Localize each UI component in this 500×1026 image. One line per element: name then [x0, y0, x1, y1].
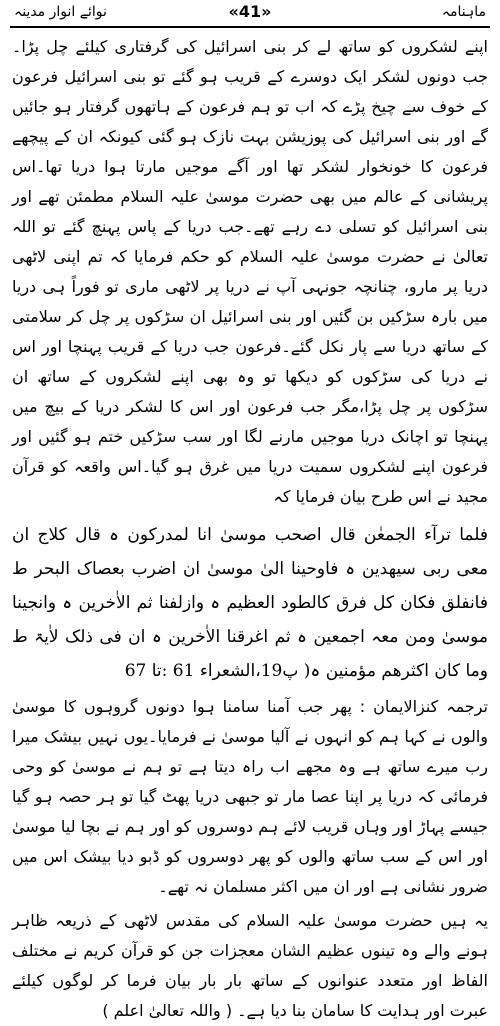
article-body: [8, 32, 492, 512]
conclusion: یہ ہیں حضرت موسیٰ علیہ السلام کی مقدس لاٹھی کے ذریعہ ظاہر ہونے والے وہ تینوں عظیم الشان معجزات جن کو قرآن کریم نے مختلف الفاظ اور متعدد عنوانوں کے ساتھ بار بار بیان فرما کر لوگوں کیلئے عبرت اور ہدایت کا سامان بنا دیا ہے۔ ( واللہ تعالیٰ اعلم ): [12, 911, 488, 1020]
page-number: «41»: [228, 2, 272, 21]
page-number-value: 41: [238, 2, 262, 21]
quran-verse: فلما ترآء الجمعٰن قال اصحب موسیٰ انا لمدرکون ہ قال کلاج ان معی ربی سیھدین ہ فاوحینا الیٰ موسیٰ ان اضرب بعصاک البحر ط فانفلق فکان کل فرق کالطود العظیم ہ وازلفنا ثم الاٰخرین ہ وانجینا موسیٰ ومن معہ اجمعین ہ ثم اغرقنا الاٰخرین ہ ان فی ذلک لاٰیۃ ط وما کان اکثرھم مؤمنین ہ( پ19،الشعراء 61 :تا 67: [12, 525, 488, 681]
magazine-title: ماہنامہ: [441, 4, 486, 20]
page-header: [10, 0, 490, 28]
magazine-name: نوائے انوار مدینہ: [14, 4, 107, 20]
translation: ترجمہ کنزالایمان : پھر جب آمنا سامنا ہوا دونوں گروہوں کا موسیٰ والوں نے کہا ہم کو انہوں نے آلیا موسیٰ نے فرمایا۔یوں نہیں بیشک میرا رب میرے ساتھ ہے وہ مجھے اب راہ دیتا ہے تو ہم نے موسیٰ کو وحی فرمائی کہ دریا پر اپنا عصا مار تو جبھی دریا پھٹ گیا تو ہر حصہ ہو گیا جیسے پہاڑ اور وہاں قریب لائے ہم دوسروں کو اور ہم نے بچا لیا موسیٰ اور اس کے سب ساتھ والوں کو پھر دوسروں کو ڈبو دیا بیشک اس میں ضرور نشانی ہے اور ان میں اکثر مسلمان نہ تھے۔: [12, 697, 488, 896]
paragraph-1: اپنے لشکروں کو ساتھ لے کر بنی اسرائیل کی گرفتاری کیلئے چل پڑا۔جب دونوں لشکر ایک دوسرے کے قریب ہو گئے تو بنی اسرائیل فرعون کے خوف سے چیخ پڑے کہ اب تو ہم فرعون کے ہاتھوں گرفتار ہو جائیں گے اور بنی اسرائیل کی پوزیشن بہت نازک ہو گئی کیونکہ ان کے پیچھے فرعون کا خونخوار لشکر تھا اور آگے موجیں مارتا ہوا دریا تھا۔اس پریشانی کے عالم میں بھی حضرت موسیٰ علیہ السلام مطمئن تھے اور بنی اسرائیل کو تسلی دے رہے تھے۔جب دریا کے پاس پہنچ گئے تو اللہ تعالیٰ نے حضرت موسیٰ علیہ السلام کو حکم فرمایا کہ تم اپنی لاٹھی دریا پر مارو، چنانچہ جونہی آپ نے دریا پر لاٹھی ماری تو فوراً ہی دریا میں بارہ سڑکیں بن گئیں اور بنی اسرائیل ان سڑکوں پر چل کر سلامتی کے ساتھ دریا سے پار نکل گئے۔فرعون جب دریا کے قریب پہنچا اور اس نے دریا کی سڑکوں کو دیکھا تو وہ بھی اپنے لشکروں کے ساتھ ان سڑکوں پر چل پڑا،مگر جب فرعون اور اس کا لشکر دریا کے بیچ میں پہنچا تو اچانک دریا موجیں مارنے لگا اور سب سڑکیں ختم ہو گئیں اور فرعون اپنے لشکروں سمیت دریا میں غرق ہو گیا۔اس واقعہ کو قرآن مجید نے اس طرح بیان فرمایا کہ: [12, 37, 488, 506]
